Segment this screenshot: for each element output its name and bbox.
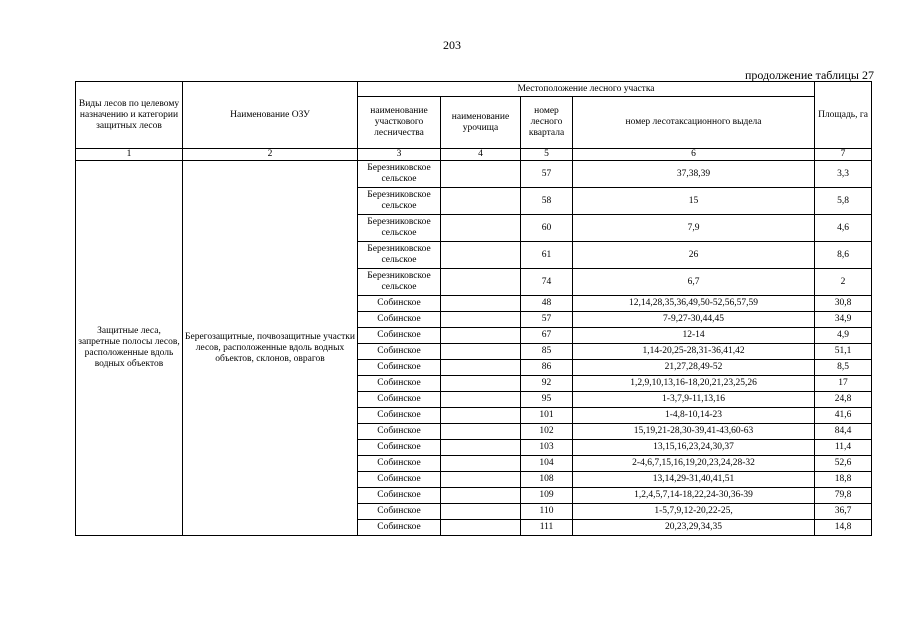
plot-numbers-cell: 26 [573,242,815,269]
quarter-cell: 57 [521,161,573,188]
quarter-cell: 101 [521,408,573,424]
area-cell: 18,8 [815,472,872,488]
table-row [76,161,872,188]
tract-cell [441,456,521,472]
area-cell: 84,4 [815,424,872,440]
header-row [76,82,872,97]
forestry-cell: Собинское [358,504,441,520]
quarter-cell: 57 [521,312,573,328]
plot-numbers-cell: 1-4,8-10,14-23 [573,408,815,424]
area-cell: 52,6 [815,456,872,472]
area-cell: 14,8 [815,520,872,536]
forestry-cell: Березниковское сельское [358,161,441,188]
column-number: 3 [358,149,441,161]
page-number: 203 [443,38,461,52]
quarter-cell: 102 [521,424,573,440]
forestry-cell: Собинское [358,472,441,488]
plot-numbers-cell: 7,9 [573,215,815,242]
header-tract: наименование урочища [441,97,521,149]
forestry-cell: Собинское [358,456,441,472]
area-cell: 36,7 [815,504,872,520]
quarter-cell: 48 [521,296,573,312]
area-cell: 8,6 [815,242,872,269]
tract-cell [441,376,521,392]
quarter-cell: 109 [521,488,573,504]
forestry-cell: Собинское [358,360,441,376]
tract-cell [441,488,521,504]
quarter-cell: 104 [521,456,573,472]
tract-cell [441,392,521,408]
quarter-cell: 108 [521,472,573,488]
plot-numbers-cell: 7-9,27-30,44,45 [573,312,815,328]
forestry-cell: Собинское [358,328,441,344]
forestry-cell: Березниковское сельское [358,242,441,269]
column-number: 4 [441,149,521,161]
plot-numbers-cell: 1,2,4,5,7,14-18,22,24-30,36-39 [573,488,815,504]
tract-cell [441,360,521,376]
plot-numbers-cell: 15,19,21-28,30-39,41-43,60-63 [573,424,815,440]
quarter-cell: 103 [521,440,573,456]
quarter-cell: 58 [521,188,573,215]
area-cell: 51,1 [815,344,872,360]
tract-cell [441,215,521,242]
tract-cell [441,408,521,424]
forestry-cell: Собинское [358,296,441,312]
quarter-cell: 111 [521,520,573,536]
quarter-cell: 92 [521,376,573,392]
area-cell: 34,9 [815,312,872,328]
area-cell: 2 [815,269,872,296]
quarter-cell: 60 [521,215,573,242]
tract-cell [441,242,521,269]
forestry-cell: Березниковское сельское [358,188,441,215]
header-forest-category: Виды лесов по целевому назначению и категории защитных лесов [76,82,183,149]
column-number: 7 [815,149,872,161]
column-number: 2 [183,149,358,161]
plot-numbers-cell: 12,14,28,35,36,49,50-52,56,57,59 [573,296,815,312]
area-cell: 30,8 [815,296,872,312]
plot-numbers-cell: 21,27,28,49-52 [573,360,815,376]
tract-cell [441,161,521,188]
tract-cell [441,520,521,536]
ozu-name-cell: Берегозащитные, почвозащитные участки лесов, расположенные вдоль водных объектов, склонов, оврагов [183,161,358,536]
plot-numbers-cell: 6,7 [573,269,815,296]
forestry-cell: Собинское [358,488,441,504]
area-cell: 3,3 [815,161,872,188]
area-cell: 4,9 [815,328,872,344]
forest-category-cell: Защитные леса, запретные полосы лесов, расположенные вдоль водных объектов [76,161,183,536]
forestry-cell: Собинское [358,376,441,392]
column-numbers-row [76,149,872,161]
header-forestry: наименование участкового лесничества [358,97,441,149]
forestry-cell: Собинское [358,392,441,408]
tract-cell [441,296,521,312]
plot-numbers-cell: 15 [573,188,815,215]
forestry-cell: Собинское [358,312,441,328]
tract-cell [441,504,521,520]
quarter-cell: 61 [521,242,573,269]
plot-numbers-cell: 20,23,29,34,35 [573,520,815,536]
area-cell: 17 [815,376,872,392]
tract-cell [441,472,521,488]
quarter-cell: 95 [521,392,573,408]
tract-cell [441,188,521,215]
forestry-cell: Собинское [358,440,441,456]
forest-table [75,81,872,536]
quarter-cell: 85 [521,344,573,360]
tract-cell [441,424,521,440]
plot-numbers-cell: 13,15,16,23,24,30,37 [573,440,815,456]
header-location-group: Местоположение лесного участка [358,82,815,97]
area-cell: 41,6 [815,408,872,424]
tract-cell [441,328,521,344]
tract-cell [441,440,521,456]
header-quarter: номер лесного квартала [521,97,573,149]
plot-numbers-cell: 1,14-20,25-28,31-36,41,42 [573,344,815,360]
forestry-cell: Собинское [358,424,441,440]
column-number: 5 [521,149,573,161]
column-number: 1 [76,149,183,161]
header-ozu-name: Наименование ОЗУ [183,82,358,149]
plot-numbers-cell: 1-3,7,9-11,13,16 [573,392,815,408]
column-number: 6 [573,149,815,161]
forestry-cell: Березниковское сельское [358,269,441,296]
quarter-cell: 67 [521,328,573,344]
forestry-cell: Собинское [358,520,441,536]
area-cell: 8,5 [815,360,872,376]
forestry-cell: Собинское [358,408,441,424]
plot-numbers-cell: 12-14 [573,328,815,344]
table-continuation-label: продолжение таблицы 27 [744,68,874,82]
forestry-cell: Березниковское сельское [358,215,441,242]
area-cell: 79,8 [815,488,872,504]
area-cell: 11,4 [815,440,872,456]
area-cell: 4,6 [815,215,872,242]
forestry-cell: Собинское [358,344,441,360]
quarter-cell: 110 [521,504,573,520]
tract-cell [441,344,521,360]
plot-numbers-cell: 2-4,6,7,15,16,19,20,23,24,28-32 [573,456,815,472]
quarter-cell: 74 [521,269,573,296]
header-plot-numbers: номер лесотаксационного выдела [573,97,815,149]
plot-numbers-cell: 37,38,39 [573,161,815,188]
tract-cell [441,312,521,328]
area-cell: 24,8 [815,392,872,408]
header-area: Площадь, га [815,82,872,149]
plot-numbers-cell: 13,14,29-31,40,41,51 [573,472,815,488]
quarter-cell: 86 [521,360,573,376]
area-cell: 5,8 [815,188,872,215]
plot-numbers-cell: 1,2,9,10,13,16-18,20,21,23,25,26 [573,376,815,392]
plot-numbers-cell: 1-5,7,9,12-20,22-25, [573,504,815,520]
tract-cell [441,269,521,296]
